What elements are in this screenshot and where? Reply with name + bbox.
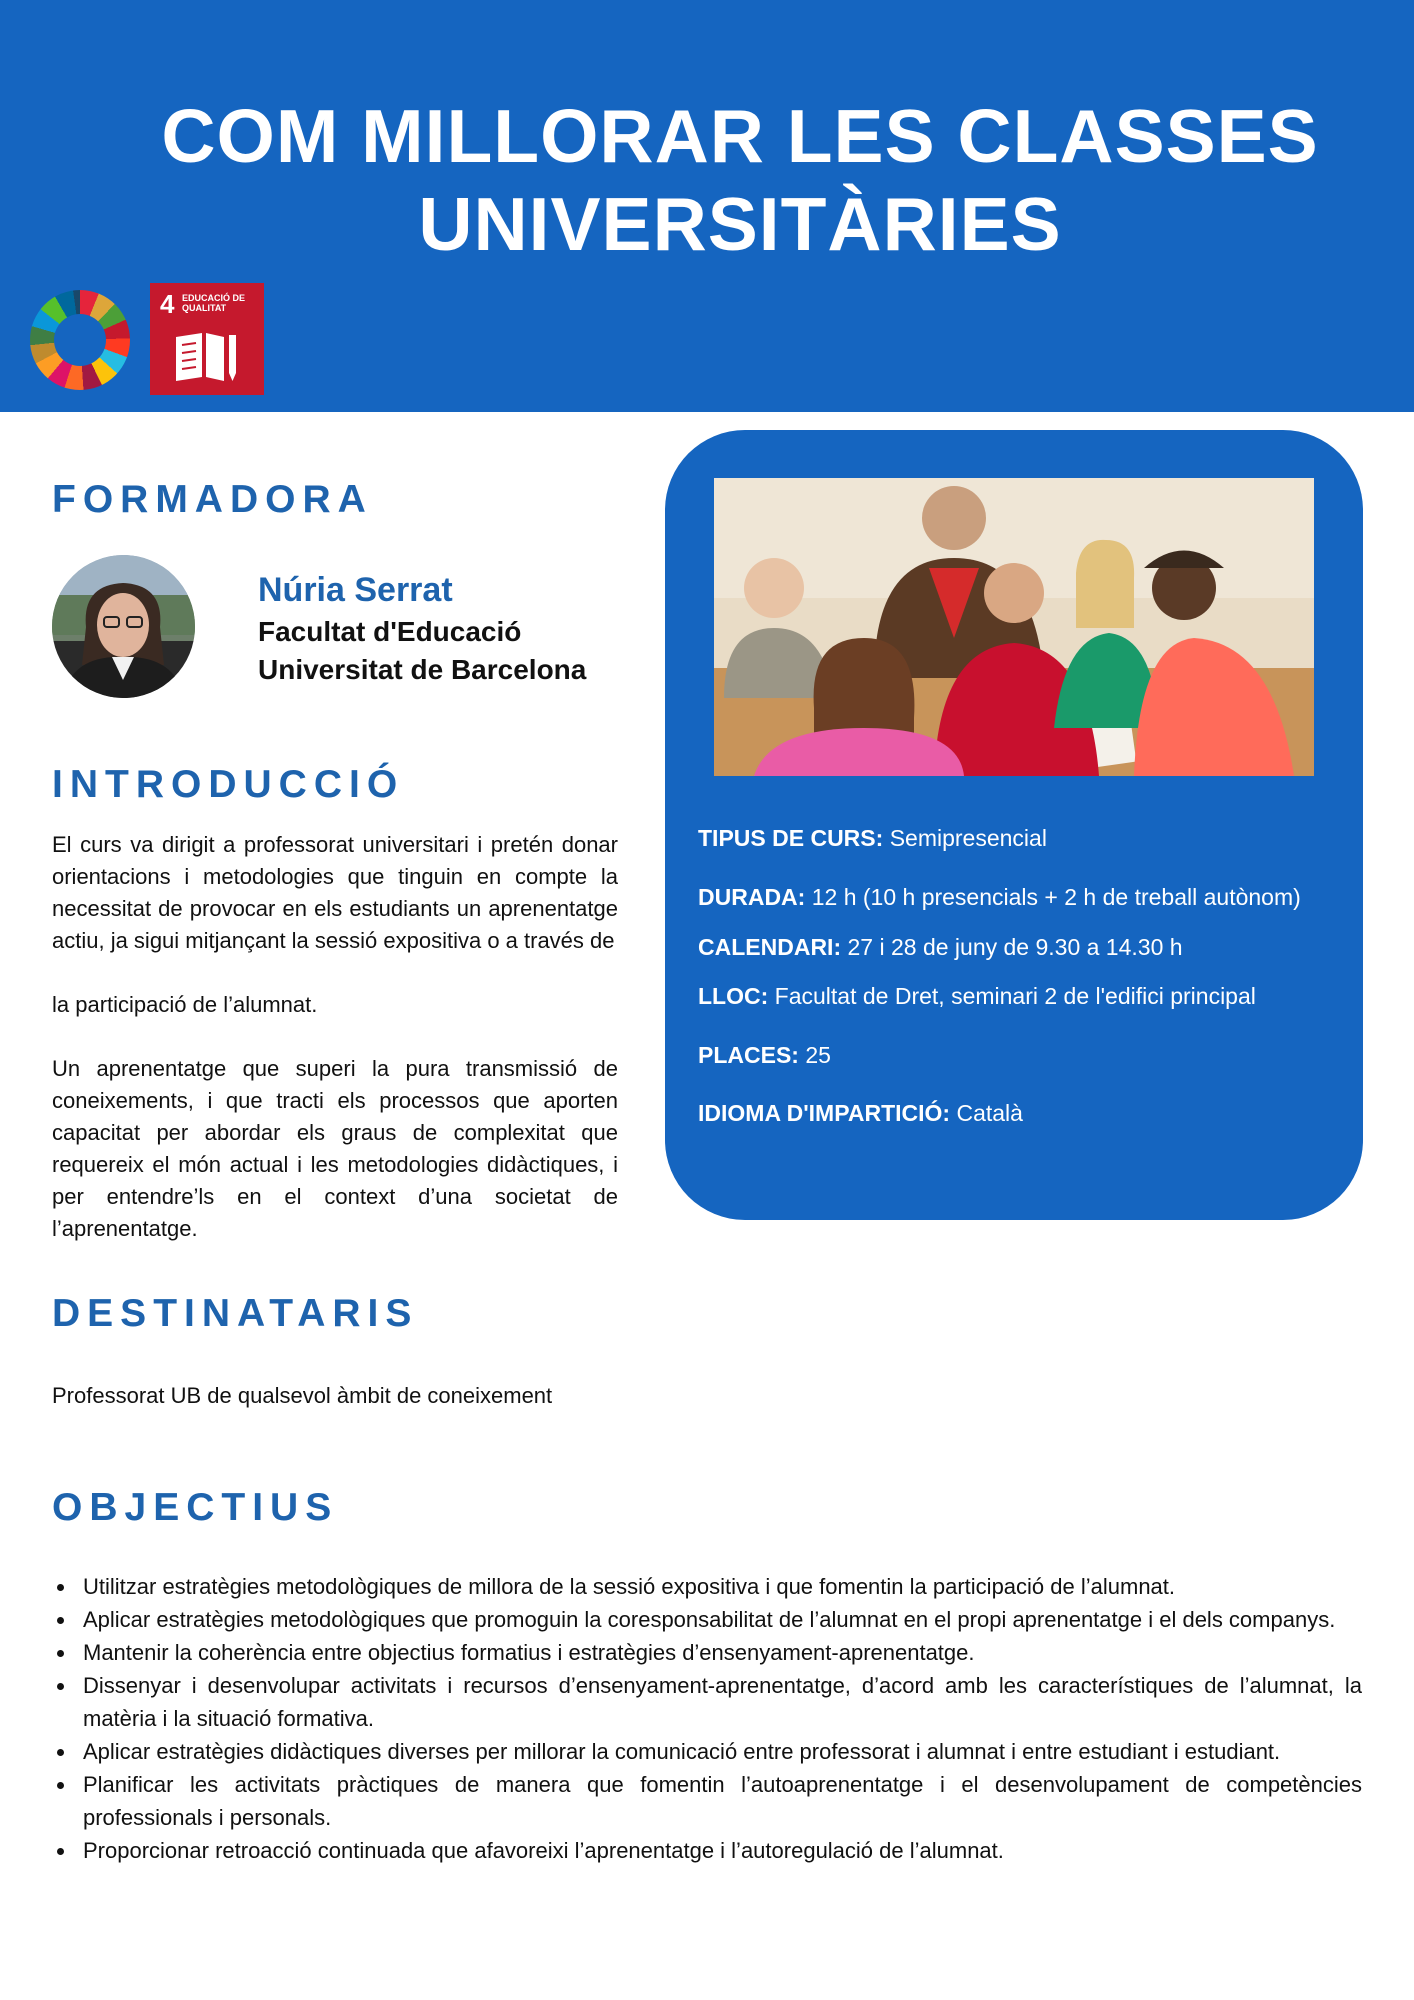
students-group-image	[714, 478, 1314, 776]
info-duration-value: 12 h (10 h presencials + 2 h de treball autònom)	[811, 884, 1301, 910]
introduction-paragraph-2: Un aprenentatge que superi la pura transmissió de coneixements, i que tracti els processos que aporten capacitat per abordar els graus de complexitat que requereix el món actual i les metodologies didàctiques, i per entendre’ls en el context d’una societat de l’aprenentatge.	[52, 1056, 618, 1241]
objective-item: Mantenir la coherència entre objectius formatius i estratègies d’ensenyament-aprenentatge.	[52, 1636, 1362, 1669]
trainer-heading: FORMADORA	[52, 478, 373, 521]
audience-heading: DESTINATARIS	[52, 1292, 419, 1335]
info-language	[698, 1098, 1348, 1128]
trainer-university: Universitat de Barcelona	[258, 654, 587, 685]
info-course-type-label: TIPUS DE CURS:	[698, 825, 884, 851]
introduction-heading: INTRODUCCIÓ	[52, 763, 405, 806]
page-title	[140, 92, 1340, 268]
trainer-faculty: Facultat d'Educació	[258, 616, 522, 647]
introduction-paragraph-1: El curs va dirigit a professorat universitari i pretén donar orientacions i metodologies que tinguin en compte la necessitat de provocar en els estudiants un aprenentatge actiu, ja sigui mitjançant la sessió expositiva o a través de	[52, 832, 618, 953]
trainer-photo	[52, 555, 195, 698]
objective-item: Planificar les activitats pràctiques de manera que fomentin l’autoaprenentatge i el desenvolupament de competències professionals i personals.	[52, 1768, 1362, 1834]
info-place-value: Facultat de Dret, seminari 2 de l'edifici principal	[774, 983, 1256, 1009]
info-calendar-label: CALENDARI:	[698, 934, 842, 960]
info-language-value: Català	[956, 1100, 1023, 1126]
info-calendar	[698, 932, 1348, 962]
info-seats-value: 25	[805, 1042, 831, 1068]
info-seats	[698, 1040, 1348, 1070]
sdg-wheel-logo	[30, 290, 130, 390]
info-place-label: LLOC:	[698, 983, 769, 1009]
info-language-label: IDIOMA D'IMPARTICIÓ:	[698, 1100, 951, 1126]
sdg-goal-4-badge	[150, 283, 264, 395]
info-calendar-value: 27 i 28 de juny de 9.30 a 14.30 h	[847, 934, 1183, 960]
objectives-list	[52, 1570, 1362, 1867]
objective-item: Dissenyar i desenvolupar activitats i recursos d’ensenyament-aprenentatge, d’acord amb les característiques de l’alumnat, la matèria i la situació formativa.	[52, 1669, 1362, 1735]
person-portrait-icon	[52, 555, 195, 698]
objective-item: Utilitzar estratègies metodològiques de millora de la sessió expositiva i que fomentin la participació de l’alumnat.	[52, 1570, 1362, 1603]
info-course-type	[698, 823, 1348, 853]
info-place	[698, 981, 1348, 1011]
introduction-paragraph-1-end: la participació de l’alumnat.	[52, 992, 318, 1017]
header-banner	[0, 0, 1414, 412]
objectives-heading: OBJECTIUS	[52, 1486, 339, 1529]
title-line-1: COM MILLORAR LES CLASSES	[161, 94, 1319, 178]
trainer-name: Núria Serrat	[258, 571, 453, 609]
objective-item: Aplicar estratègies metodològiques que promoguin la coresponsabilitat de l’alumnat en el propi aprenentatge i el dels companys.	[52, 1603, 1362, 1636]
objective-item: Aplicar estratègies didàctiques diverses per millorar la comunicació entre professorat i alumnat i entre estudiant i estudiant.	[52, 1735, 1362, 1768]
audience-text: Professorat UB de qualsevol àmbit de coneixement	[52, 1383, 553, 1408]
info-seats-label: PLACES:	[698, 1042, 799, 1068]
info-course-type-value: Semipresencial	[889, 825, 1047, 851]
info-duration	[698, 882, 1348, 912]
book-pencil-icon	[172, 327, 242, 383]
info-duration-label: DURADA:	[698, 884, 806, 910]
sdg-goal-label: EDUCACIÓ DE QUALITAT	[182, 293, 246, 313]
title-line-2: UNIVERSITÀRIES	[418, 182, 1062, 266]
objective-item: Proporcionar retroacció continuada que afavoreixi l’aprenentatge i l’autoregulació de l’alumnat.	[52, 1834, 1362, 1867]
sdg-goal-number: 4	[160, 289, 175, 319]
students-photo	[714, 478, 1314, 776]
